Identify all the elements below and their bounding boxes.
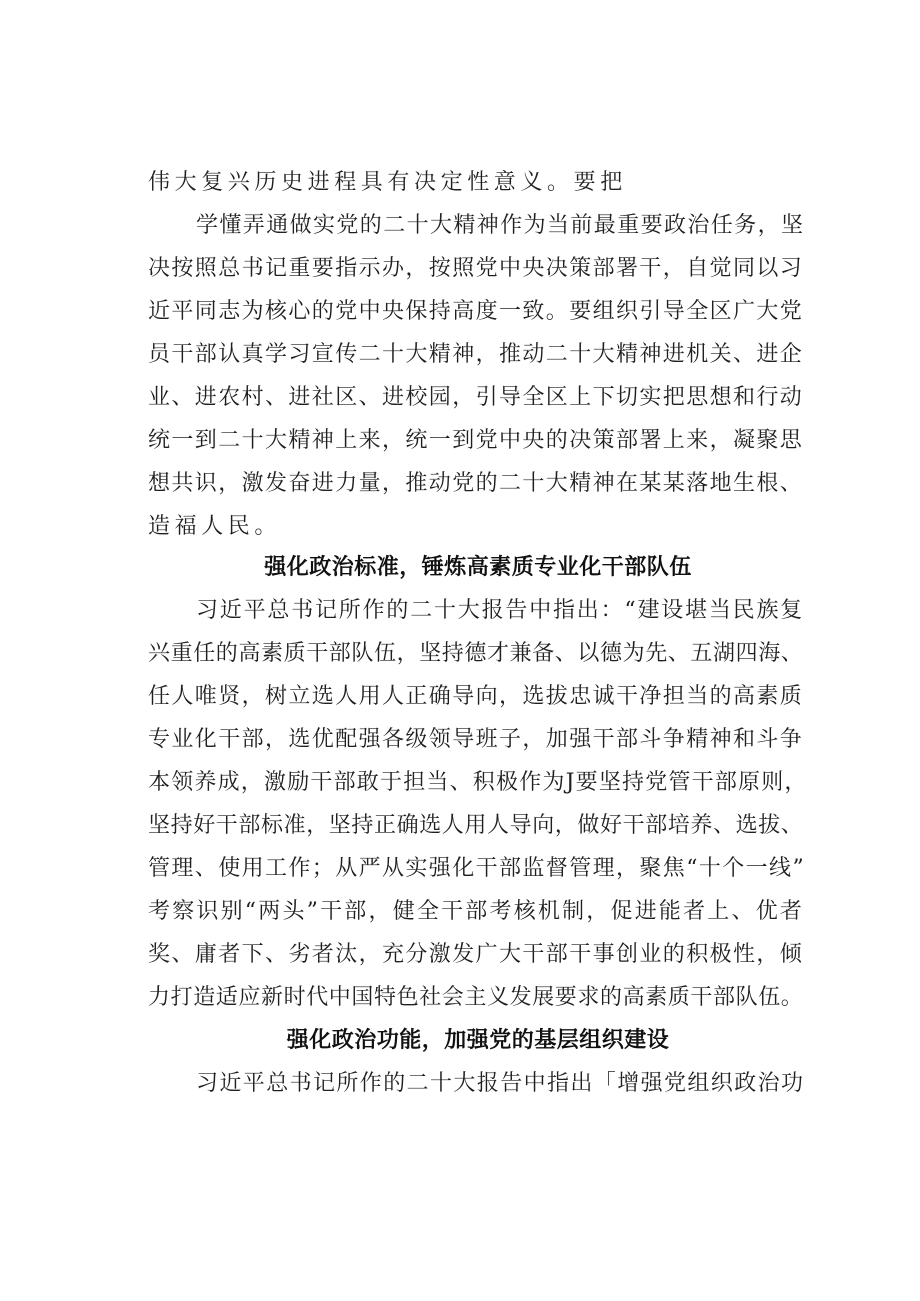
paragraph-line: 专业化干部，选优配强各级领导班子，加强干部斗争精神和斗争 <box>148 727 804 752</box>
paragraph-line: 坚持好干部标准，坚持正确选人用人导向，做好干部培养、选拔、 <box>148 813 804 838</box>
paragraph-line: 学懂弄通做实党的二十大精神作为当前最重要政治任务，坚 <box>196 213 805 238</box>
section-heading-grassroots: 强化政治功能，加强党的基层组织建设 <box>286 1028 670 1053</box>
paragraph-line: 统一到二十大精神上来，统一到党中央的决策部署上来，凝聚思 <box>148 428 804 453</box>
paragraph-line: 考察识别“两头”干部，健全干部考核机制，促进能者上、优者 <box>148 899 805 924</box>
paragraph-line: 决按照总书记重要指示办，按照党中央决策部署干，自觉同以习 <box>148 256 804 281</box>
paragraph-line: 习近平总书记所作的二十大报告中指出「增强党组织政治功 <box>196 1071 805 1096</box>
paragraph-line: 任人唯贤，树立选人用人正确导向，选拔忠诚干净担当的高素质 <box>148 684 804 709</box>
paragraph-line: 伟大复兴历史进程具有决定性意义。要把 <box>148 170 627 195</box>
paragraph-line: 管理、使用工作；从严从实强化干部监督管理，聚焦“十个一线” <box>148 856 806 881</box>
paragraph-line: 员干部认真学习宣传二十大精神，推动二十大精神进机关、进企 <box>148 342 804 367</box>
paragraph-line: 造福人民。 <box>148 514 282 539</box>
paragraph-line: 奖、庸者下、劣者汰，充分激发广大干部干事创业的积极性，倾 <box>148 942 804 967</box>
paragraph-line: 近平同志为核心的党中央保持高度一致。要组织引导全区广大党 <box>148 299 804 324</box>
paragraph-line: 习近平总书记所作的二十大报告中指出：“建设堪当民族复 <box>196 598 805 623</box>
paragraph-line: 力打造适应新时代中国特色社会主义发展要求的高素质干部队伍。 <box>148 985 804 1010</box>
paragraph-line: 业、进农村、进社区、进校园，引导全区上下切实把思想和行动 <box>148 385 804 410</box>
section-heading-cadre-team: 强化政治标准，锤炼高素质专业化干部队伍 <box>264 555 692 580</box>
paragraph-line: 本领养成，激励干部敢于担当、积极作为J要坚持党管干部原则， <box>148 770 808 795</box>
paragraph-line: 想共识，激发奋进力量，推动党的二十大精神在某某落地生根、 <box>148 471 804 496</box>
paragraph-line: 兴重任的高素质干部队伍，坚持德才兼备、以德为先、五湖四海、 <box>148 641 804 666</box>
